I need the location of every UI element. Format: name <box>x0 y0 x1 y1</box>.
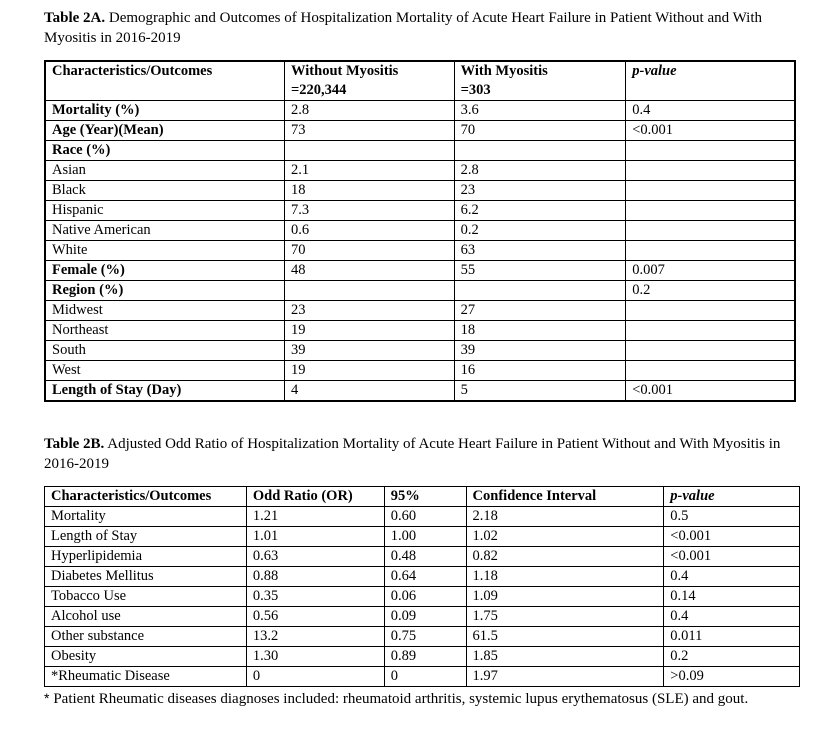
footnote <box>44 688 814 709</box>
odd-ratio-value: 1.21 <box>246 507 384 527</box>
p-value: 0.5 <box>664 507 800 527</box>
without-myositis-value: 18 <box>285 181 455 201</box>
ci-upper-value: 1.18 <box>466 567 664 587</box>
p-value: 0.14 <box>664 587 800 607</box>
ci-lower-value: 0.09 <box>384 607 466 627</box>
table-2b-header-row <box>45 487 800 507</box>
without-myositis-value: 19 <box>285 321 455 341</box>
table-2a-caption <box>44 8 804 48</box>
odd-ratio-value: 0.56 <box>246 607 384 627</box>
row-label: Obesity <box>45 647 247 667</box>
row-label: Other substance <box>45 627 247 647</box>
ci-upper-value: 1.09 <box>466 587 664 607</box>
p-value: 0.4 <box>664 607 800 627</box>
p-value: <0.001 <box>626 381 795 402</box>
without-myositis-value <box>285 141 455 161</box>
with-myositis-value: 23 <box>454 181 626 201</box>
footnote-bullet: * <box>44 690 54 706</box>
with-myositis-value: 18 <box>454 321 626 341</box>
row-label: Mortality (%) <box>45 101 285 121</box>
with-myositis-value: 16 <box>454 361 626 381</box>
ci-lower-value: 0.48 <box>384 547 466 567</box>
row-label: Tobacco Use <box>45 587 247 607</box>
ci-lower-value: 0.06 <box>384 587 466 607</box>
p-value <box>626 241 795 261</box>
table-row <box>45 381 795 402</box>
p-value <box>626 341 795 361</box>
without-myositis-value: 2.8 <box>285 101 455 121</box>
p-value: <0.001 <box>626 121 795 141</box>
header-characteristics: Characteristics/Outcomes <box>45 487 247 507</box>
table-2b-caption <box>44 434 804 474</box>
row-label: Black <box>45 181 285 201</box>
ci-upper-value: 1.97 <box>466 667 664 687</box>
ci-lower-value: 1.00 <box>384 527 466 547</box>
with-myositis-value: 0.2 <box>454 221 626 241</box>
table-row <box>45 161 795 181</box>
with-myositis-value: 63 <box>454 241 626 261</box>
table-row <box>45 181 795 201</box>
with-myositis-value: 6.2 <box>454 201 626 221</box>
with-myositis-value: 70 <box>454 121 626 141</box>
row-label: South <box>45 341 285 361</box>
table-row <box>45 507 800 527</box>
with-myositis-value: 3.6 <box>454 101 626 121</box>
without-myositis-value: 4 <box>285 381 455 402</box>
row-label: Native American <box>45 221 285 241</box>
table-2a-header-row <box>45 61 795 101</box>
table-row <box>45 241 795 261</box>
table-row <box>45 141 795 161</box>
odd-ratio-value: 1.30 <box>246 647 384 667</box>
p-value: 0.4 <box>626 101 795 121</box>
table-row <box>45 547 800 567</box>
p-value <box>626 201 795 221</box>
row-label: Hyperlipidemia <box>45 547 247 567</box>
table-row <box>45 101 795 121</box>
with-myositis-value <box>454 281 626 301</box>
without-myositis-value: 2.1 <box>285 161 455 181</box>
without-myositis-value: 48 <box>285 261 455 281</box>
header-characteristics: Characteristics/Outcomes <box>45 61 285 101</box>
table-row <box>45 121 795 141</box>
p-value: 0.2 <box>626 281 795 301</box>
table-row <box>45 627 800 647</box>
table-row <box>45 647 800 667</box>
ci-lower-value: 0 <box>384 667 466 687</box>
row-label: Diabetes Mellitus <box>45 567 247 587</box>
p-value: 0.011 <box>664 627 800 647</box>
p-value <box>626 221 795 241</box>
table-row <box>45 567 800 587</box>
header-95: 95% <box>384 487 466 507</box>
without-myositis-value <box>285 281 455 301</box>
with-myositis-value: 5 <box>454 381 626 402</box>
table-2b-caption-text: Adjusted Odd Ratio of Hospitalization Mortality of Acute Heart Failure in Patient Without and With Myositis in 2016-2019 <box>44 436 781 472</box>
table-row <box>45 321 795 341</box>
table-2b-label: Table 2B. <box>44 436 105 452</box>
table-row <box>45 361 795 381</box>
table-2a <box>44 60 796 402</box>
with-myositis-value: 55 <box>454 261 626 281</box>
with-myositis-value: 39 <box>454 341 626 361</box>
header-without-myositis: Without Myositis =220,344 <box>285 61 455 101</box>
table-row <box>45 607 800 627</box>
table-row <box>45 667 800 687</box>
odd-ratio-value: 13.2 <box>246 627 384 647</box>
odd-ratio-value: 1.01 <box>246 527 384 547</box>
odd-ratio-value: 0 <box>246 667 384 687</box>
p-value <box>626 161 795 181</box>
table-2a-label: Table 2A. <box>44 10 106 26</box>
p-value <box>626 181 795 201</box>
table-row <box>45 281 795 301</box>
ci-upper-value: 1.85 <box>466 647 664 667</box>
row-label: Hispanic <box>45 201 285 221</box>
table-row <box>45 587 800 607</box>
table-2a-caption-text: Demographic and Outcomes of Hospitalization Mortality of Acute Heart Failure in Patient Without and With Myositis in 2016-2019 <box>44 10 762 46</box>
p-value: <0.001 <box>664 527 800 547</box>
p-value: 0.2 <box>664 647 800 667</box>
without-myositis-value: 23 <box>285 301 455 321</box>
table-row <box>45 341 795 361</box>
p-value <box>626 321 795 341</box>
without-myositis-value: 0.6 <box>285 221 455 241</box>
header-odd-ratio: Odd Ratio (OR) <box>246 487 384 507</box>
p-value <box>626 361 795 381</box>
p-value: 0.4 <box>664 567 800 587</box>
without-myositis-value: 39 <box>285 341 455 361</box>
ci-upper-value: 2.18 <box>466 507 664 527</box>
ci-lower-value: 0.60 <box>384 507 466 527</box>
ci-upper-value: 61.5 <box>466 627 664 647</box>
row-label: Alcohol use <box>45 607 247 627</box>
table-row <box>45 261 795 281</box>
row-label: Race (%) <box>45 141 285 161</box>
without-myositis-value: 19 <box>285 361 455 381</box>
row-label: Female (%) <box>45 261 285 281</box>
ci-lower-value: 0.75 <box>384 627 466 647</box>
header-p-value: p-value <box>626 61 795 101</box>
row-label: Length of Stay (Day) <box>45 381 285 402</box>
ci-upper-value: 0.82 <box>466 547 664 567</box>
p-value: 0.007 <box>626 261 795 281</box>
table-row <box>45 301 795 321</box>
odd-ratio-value: 0.88 <box>246 567 384 587</box>
p-value: <0.001 <box>664 547 800 567</box>
footnote-text: Patient Rheumatic diseases diagnoses included: rheumatoid arthritis, systemic lupus erythematosus (SLE) and gout. <box>53 691 749 707</box>
ci-upper-value: 1.75 <box>466 607 664 627</box>
without-myositis-value: 7.3 <box>285 201 455 221</box>
table-row <box>45 201 795 221</box>
odd-ratio-value: 0.63 <box>246 547 384 567</box>
row-label: *Rheumatic Disease <box>45 667 247 687</box>
table-row <box>45 527 800 547</box>
row-label: Length of Stay <box>45 527 247 547</box>
header-confidence-interval: Confidence Interval <box>466 487 664 507</box>
row-label: Asian <box>45 161 285 181</box>
without-myositis-value: 70 <box>285 241 455 261</box>
p-value <box>626 301 795 321</box>
row-label: West <box>45 361 285 381</box>
row-label: Region (%) <box>45 281 285 301</box>
row-label: Age (Year)(Mean) <box>45 121 285 141</box>
ci-lower-value: 0.89 <box>384 647 466 667</box>
table-row <box>45 221 795 241</box>
with-myositis-value: 2.8 <box>454 161 626 181</box>
ci-upper-value: 1.02 <box>466 527 664 547</box>
p-value <box>626 141 795 161</box>
with-myositis-value: 27 <box>454 301 626 321</box>
row-label: Midwest <box>45 301 285 321</box>
row-label: Mortality <box>45 507 247 527</box>
ci-lower-value: 0.64 <box>384 567 466 587</box>
with-myositis-value <box>454 141 626 161</box>
table-2b <box>44 486 800 687</box>
header-with-myositis: With Myositis =303 <box>454 61 626 101</box>
row-label: Northeast <box>45 321 285 341</box>
p-value: >0.09 <box>664 667 800 687</box>
without-myositis-value: 73 <box>285 121 455 141</box>
odd-ratio-value: 0.35 <box>246 587 384 607</box>
header-p-value: p-value <box>664 487 800 507</box>
row-label: White <box>45 241 285 261</box>
